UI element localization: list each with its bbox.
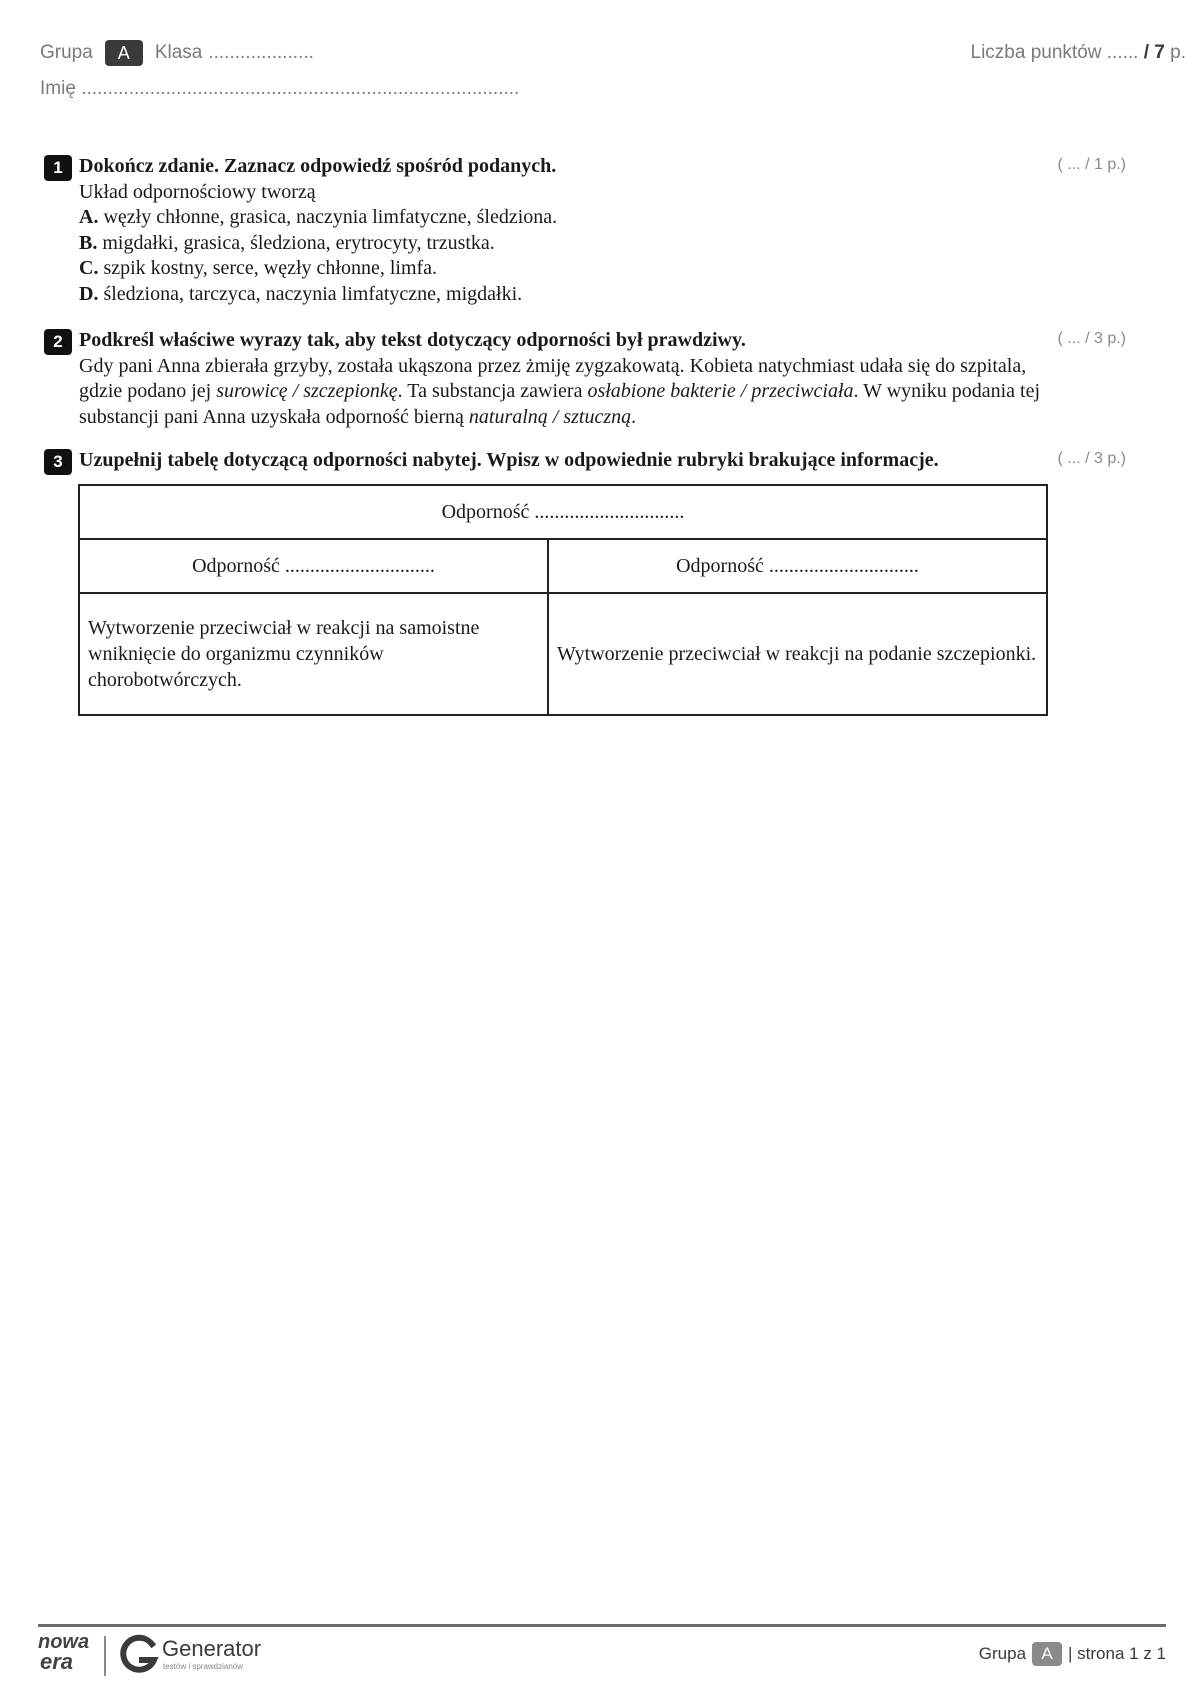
paragraph-text: Gdy pani Anna zbierała grzyby, została ukąszona przez żmiję zygzakowatą. Kobieta natychmiast udała się do szpitala, gdzie podano jej <box>79 354 1027 402</box>
task-title: Uzupełnij tabelę dotyczącą odporności nabytej. Wpisz w odpowiednie rubryki brakujące informacje. <box>79 449 939 471</box>
footer-page-info <box>979 1642 1166 1666</box>
option-text: migdałki, grasica, śledziona, erytrocyty, trzustka. <box>102 231 495 254</box>
option-letter: C. <box>79 257 99 279</box>
header-points <box>971 42 1186 64</box>
option-text: szpik kostny, serce, węzły chłonne, limfa. <box>103 257 438 279</box>
header-name <box>40 78 519 100</box>
task-number: 3 <box>44 449 72 475</box>
points-label: Liczba punktów <box>970 42 1102 63</box>
task-points: ( ... / 3 p.) <box>1057 450 1126 467</box>
task-1 <box>44 154 1126 307</box>
header-group-class <box>40 40 314 66</box>
answer-option-b[interactable] <box>79 231 1084 257</box>
logo-era-text: era <box>40 1649 74 1674</box>
class-field[interactable]: .................... <box>208 42 314 63</box>
paragraph-text: . W wyniku podania tej substancji pani Anna uzyskała odporność bierną <box>79 380 1041 428</box>
name-label: Imię <box>40 78 76 99</box>
option-letter: B. <box>79 231 98 254</box>
group-label: Grupa <box>40 42 93 63</box>
footer-group-label: Grupa <box>978 1644 1027 1663</box>
task-points: ( ... / 3 p.) <box>1057 330 1126 347</box>
class-label: Klasa <box>154 42 203 63</box>
table-top-header[interactable]: Odporność .............................. <box>79 485 1047 539</box>
choice-natural-artificial[interactable]: naturalną / sztuczną <box>468 405 632 428</box>
option-letter: D. <box>79 282 99 305</box>
logo-nowa-text: nowa <box>38 1631 90 1653</box>
task-paragraph <box>79 354 1069 431</box>
points-total: / 7 <box>1143 42 1165 63</box>
task-stem: Układ odpornościowy tworzą <box>79 180 316 203</box>
logo-separator <box>104 1636 106 1676</box>
answer-option-c[interactable] <box>79 256 1084 282</box>
choice-serum-vaccine[interactable]: surowicę / szczepionkę <box>216 380 398 402</box>
table-left-cell: Wytworzenie przeciwciał w reakcji na samoistne wniknięcie do organizmu czynników chorobotwórczych. <box>79 593 548 715</box>
option-text: śledziona, tarczyca, naczynia limfatyczne, migdałki. <box>103 282 523 305</box>
generator-text: Generator <box>162 1636 262 1661</box>
task-3 <box>44 448 1126 474</box>
option-letter: A. <box>79 206 99 228</box>
paragraph-text: . <box>631 405 637 428</box>
points-unit: p. <box>1170 42 1186 63</box>
table-left-header[interactable]: Odporność .............................. <box>79 539 548 593</box>
task-title: Dokończ zdanie. Zaznacz odpowiedź spośród podanych. <box>79 155 557 177</box>
generator-tagline: testów i sprawdzianów <box>163 1662 244 1671</box>
points-field[interactable]: ...... <box>1106 42 1139 63</box>
task-2 <box>44 328 1126 430</box>
generator-icon <box>120 1634 160 1676</box>
footer-page-text: | strona 1 z 1 <box>1068 1644 1166 1663</box>
footer-group-badge: A <box>1032 1642 1062 1666</box>
option-text: węzły chłonne, grasica, naczynia limfatyczne, śledziona. <box>103 206 558 228</box>
task-title: Podkreśl właściwe wyrazy tak, aby tekst dotyczący odporności był prawdziwy. <box>79 329 746 351</box>
immunity-table <box>78 484 1048 716</box>
footer-divider <box>38 1624 1166 1627</box>
group-badge: A <box>105 40 143 66</box>
table-right-header[interactable]: Odporność .............................. <box>548 539 1047 593</box>
answer-option-d[interactable] <box>79 282 1084 308</box>
answer-option-a[interactable] <box>79 205 1084 231</box>
task-number: 1 <box>44 155 72 181</box>
name-field[interactable]: ................................................................................... <box>81 78 520 99</box>
task-number: 2 <box>44 329 72 355</box>
table-right-cell: Wytworzenie przeciwciał w reakcji na podanie szczepionki. <box>548 593 1047 715</box>
choice-bacteria-antibodies[interactable]: osłabione bakterie / przeciwciała <box>587 380 854 402</box>
paragraph-text: . Ta substancja zawiera <box>397 380 588 402</box>
task-points: ( ... / 1 p.) <box>1057 156 1126 173</box>
